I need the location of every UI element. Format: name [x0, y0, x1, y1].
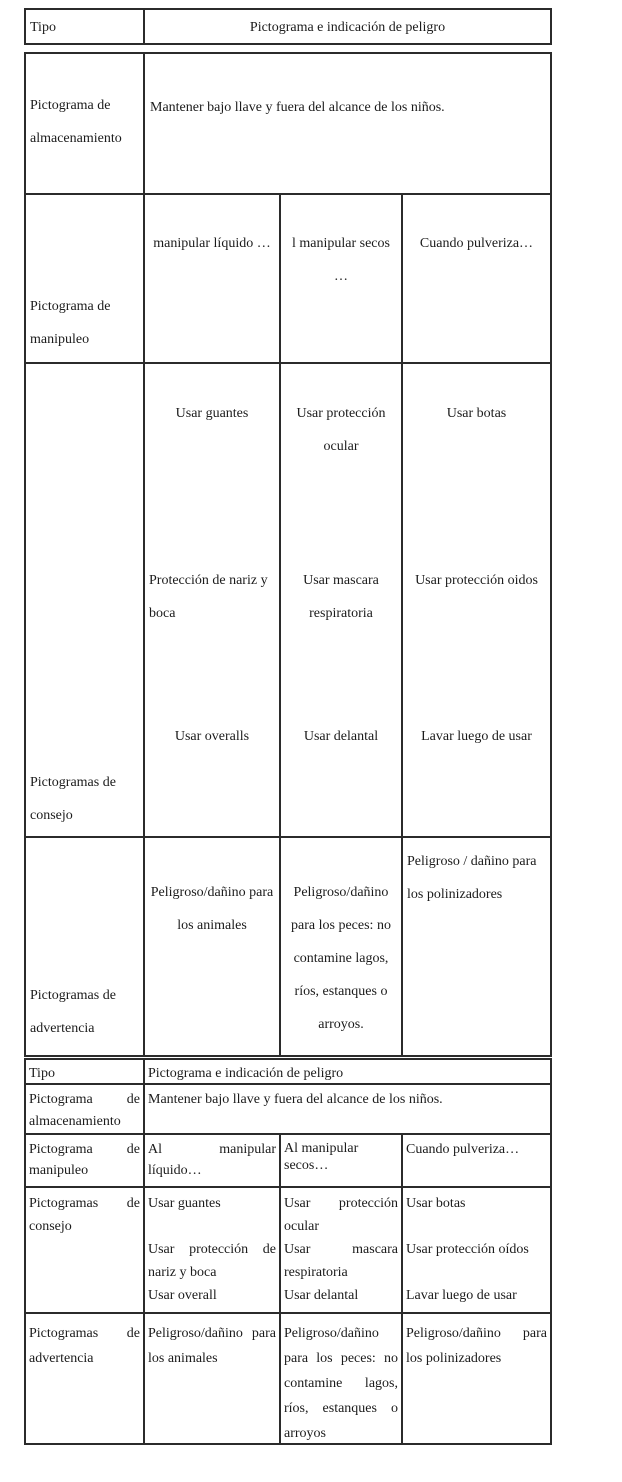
t1-consejo-col2: [279, 362, 403, 838]
t2-manipuleo-secos: Al manipular secos…: [279, 1133, 403, 1188]
t1-advertencia-polinizadores: Peligroso / dañino para los polinizadores: [401, 836, 552, 1057]
t2-row-tipo-title: Pictograma e indicación de peligro: [143, 1058, 552, 1085]
t1-row-almacenamiento-text: Mantener bajo llave y fuera del alcance de los niños.: [143, 52, 552, 195]
t2-row-advertencia-label: Pictogramas de advertencia: [24, 1312, 145, 1445]
t1-manipuleo-caption-secos: l manipular secos …: [279, 193, 403, 364]
t1-caption-proteccion-ocular: Usar protección ocular: [296, 406, 386, 454]
t2-row-almacenamiento-label: Pictograma de almacenamiento: [24, 1083, 145, 1135]
t1-advertencia-animales: Peligroso/dañino para los animales: [143, 836, 281, 1057]
t2-advertencia-polinizadores: Peligroso/dañino para los polinizadores: [401, 1312, 552, 1445]
t2-advertencia-peces: Peligroso/dañino para los peces: no contamine lagos, ríos, estanques o arroyos: [279, 1312, 403, 1445]
t1-caption-usar-delantal: Usar delantal: [303, 729, 379, 744]
t1-caption-proteccion-nariz-boca: Protección de nariz y boca: [149, 573, 268, 621]
t1-caption-usar-guantes: Usar guantes: [175, 406, 249, 421]
t1-row-manipuleo-label: Pictograma de manipuleo: [24, 193, 145, 364]
t2-consejo-col3: Usar botas Usar protección oídos Lavar luego de usar: [401, 1186, 552, 1314]
t2-row-tipo-label: Tipo: [24, 1058, 145, 1085]
t1-manipuleo-caption-liquido: manipular líquido …: [143, 193, 281, 364]
t1-caption-usar-botas: Usar botas: [446, 406, 507, 421]
t2-row-almacenamiento-text: Mantener bajo llave y fuera del alcance de los niños.: [143, 1083, 552, 1135]
t1-row-advertencia-label: Pictogramas de advertencia: [24, 836, 145, 1057]
t1-header-tipo-cell: Tipo: [24, 8, 145, 45]
t2-row-consejo-label: Pictogramas de consejo: [24, 1186, 145, 1314]
t2-manipuleo-liquido: Al manipular líquido…: [143, 1133, 281, 1188]
t1-row-consejo-label: Pictogramas de consejo: [24, 362, 145, 838]
t1-caption-usar-overalls: Usar overalls: [174, 729, 250, 744]
t1-caption-proteccion-oidos: Usar protección oidos: [415, 573, 538, 588]
t2-consejo-col1: Usar guantes Usar protección de nariz y boca Usar overall: [143, 1186, 281, 1314]
t1-manipuleo-caption-pulveriza: Cuando pulveriza…: [401, 193, 552, 364]
t2-manipuleo-pulveriza: Cuando pulveriza…: [401, 1133, 552, 1188]
t1-consejo-col3: [401, 362, 552, 838]
t1-caption-mascara-respiratoria: Usar mascara respiratoria: [303, 573, 379, 621]
t1-header-title-cell: Pictograma e indicación de peligro: [143, 8, 552, 45]
t2-advertencia-animales: Peligroso/dañino para los animales: [143, 1312, 281, 1445]
t1-row-almacenamiento-label: Pictograma de almacenamiento: [24, 52, 145, 195]
t1-advertencia-peces: Peligroso/dañino para los peces: no contamine lagos, ríos, estanques o arroyos.: [279, 836, 403, 1057]
t2-consejo-col2: Usar protección ocular Usar mascara respiratoria Usar delantal: [279, 1186, 403, 1314]
t1-caption-lavar-luego: Lavar luego de usar: [421, 729, 532, 744]
t1-consejo-col1: [143, 362, 281, 838]
t2-row-manipuleo-label: Pictograma de manipuleo: [24, 1133, 145, 1188]
